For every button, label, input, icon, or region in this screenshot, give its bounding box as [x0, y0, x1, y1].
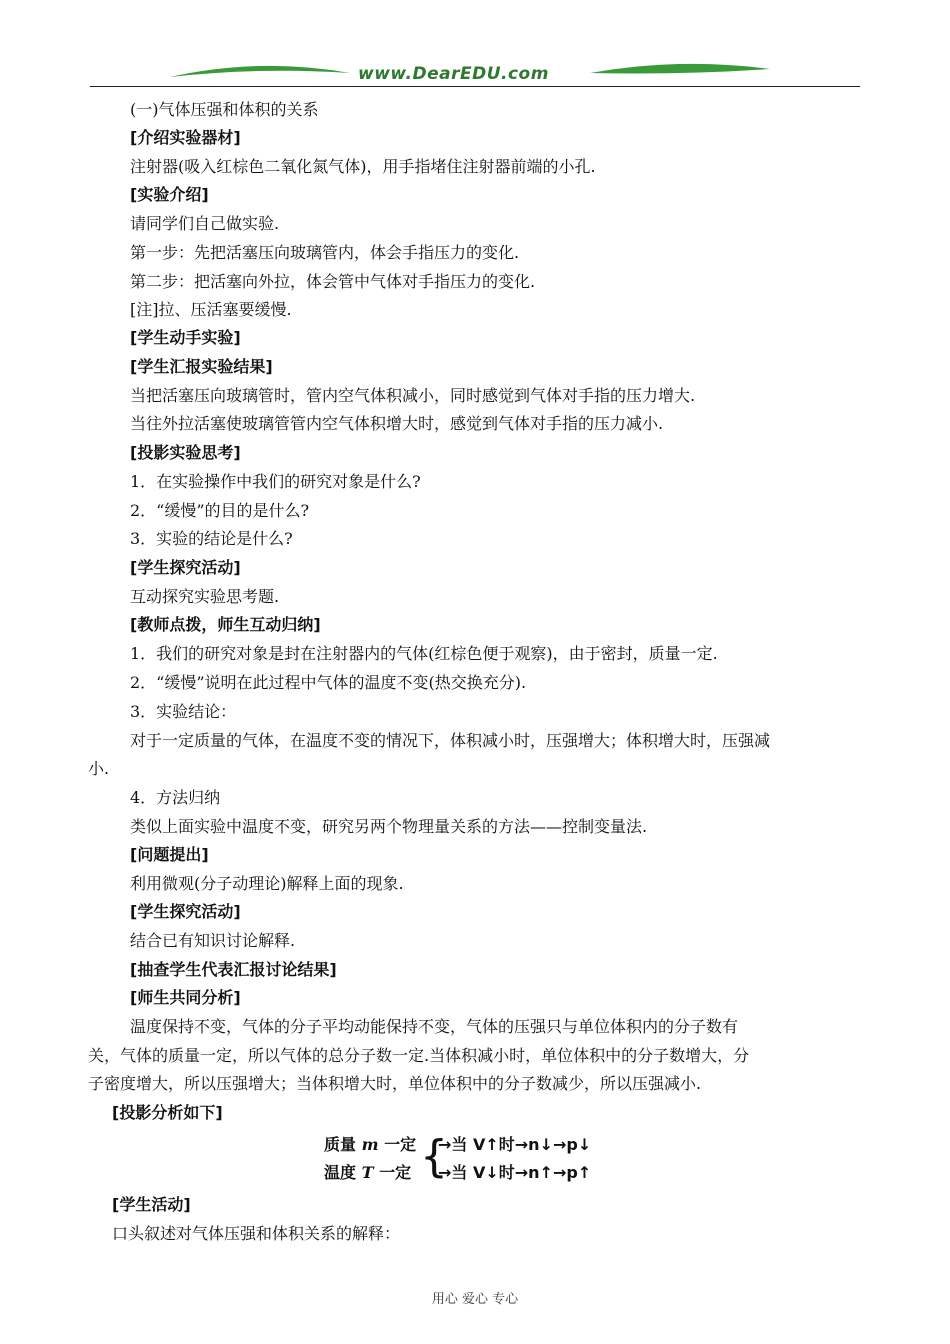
heading-report-results: [学生汇报实验结果] — [130, 357, 273, 376]
text-step-2: 第二步：把活塞向外拉，体会管中气体对手指压力的变化. — [130, 272, 536, 291]
analysis-line-3: 子密度增大，所以压强增大；当体积增大时，单位体积中的分子数减少，所以压强减小. — [88, 1074, 702, 1093]
answer-3: 3．实验结论： — [130, 702, 237, 721]
text-step-1: 第一步：先把活塞压向玻璃管内，体会手指压力的变化. — [130, 243, 520, 262]
text-intro: 请同学们自己做实验. — [130, 214, 280, 233]
analysis-diagram — [324, 1128, 644, 1188]
answer-2: 2．“缓慢”说明在此过程中气体的温度不变(热交换充分). — [130, 673, 527, 692]
conclusion-line-2: 小. — [88, 759, 110, 778]
site-logo: www.DearEDU.com — [358, 64, 549, 84]
diagram-branch-volume-up: →当 V↑时→n↓→p↓ — [438, 1135, 592, 1154]
question-1: 1．在实验操作中我们的研究对象是什么? — [130, 472, 421, 491]
brace-symbol: { — [420, 1131, 448, 1182]
left-swoosh-decoration — [170, 63, 350, 81]
answer-4: 4．方法归纳 — [130, 788, 221, 807]
heading-equipment: [介绍实验器材] — [130, 128, 241, 147]
heading-projection-thinking: [投影实验思考] — [130, 443, 241, 462]
page-footer: 用心 爱心 专心 — [431, 1292, 519, 1307]
text-oral-explanation: 口头叙述对气体压强和体积关系的解释： — [112, 1224, 401, 1243]
analysis-line-2: 关，气体的质量一定，所以气体的总分子数一定.当体积减小时，单位体积中的分子数增大，分 — [88, 1046, 750, 1065]
text-equipment: 注射器(吸入红棕色二氧化氮气体)，用手指堵住注射器前端的小孔. — [130, 157, 596, 176]
header-rule — [90, 86, 860, 87]
diagram-branch-volume-down: →当 V↓时→n↑→p↑ — [438, 1163, 592, 1182]
heading-student-inquiry: [学生探究活动] — [130, 558, 241, 577]
text-question: 利用微观(分子动理论)解释上面的现象. — [130, 874, 404, 893]
heading-student-activity: [学生活动] — [112, 1195, 191, 1214]
right-swoosh-decoration — [590, 63, 770, 81]
heading-joint-analysis: [师生共同分析] — [130, 988, 241, 1007]
diagram-row-mass: 质量 m 一定 — [324, 1135, 417, 1154]
question-2: 2．“缓慢”的目的是什么? — [130, 501, 310, 520]
answer-1: 1．我们的研究对象是封在注射器内的气体(红棕色便于观察)，由于密封，质量一定. — [130, 644, 718, 663]
heading-sample-report: [抽查学生代表汇报讨论结果] — [130, 960, 337, 979]
heading-question: [问题提出] — [130, 845, 209, 864]
heading-teacher-guide: [教师点拨，师生互动归纳] — [130, 615, 321, 634]
text-result-1: 当把活塞压向玻璃管时，管内空气体积减小，同时感觉到气体对手指的压力增大. — [130, 386, 696, 405]
page-header — [90, 60, 860, 90]
text-inquiry: 互动探究实验思考题. — [130, 587, 280, 606]
text-note: [注]拉、压活塞要缓慢. — [130, 300, 292, 319]
text-discussion: 结合已有知识讨论解释. — [130, 931, 296, 950]
analysis-line-1: 温度保持不变，气体的分子平均动能保持不变，气体的压强只与单位体积内的分子数有 — [130, 1017, 739, 1036]
section-title: (一)气体压强和体积的关系 — [130, 100, 319, 119]
question-3: 3．实验的结论是什么? — [130, 529, 293, 548]
diagram-row-temperature: 温度 T 一定 — [324, 1163, 412, 1182]
conclusion-line-1: 对于一定质量的气体，在温度不变的情况下，体积减小时，压强增大；体积增大时，压强减 — [130, 731, 771, 750]
text-method: 类似上面实验中温度不变，研究另两个物理量关系的方法——控制变量法. — [130, 817, 648, 836]
heading-intro: [实验介绍] — [130, 185, 209, 204]
heading-student-experiment: [学生动手实验] — [130, 328, 241, 347]
heading-projection-analysis: [投影分析如下] — [112, 1103, 223, 1122]
text-result-2: 当往外拉活塞使玻璃管管内空气体积增大时，感觉到气体对手指的压力减小. — [130, 414, 664, 433]
heading-student-inquiry-2: [学生探究活动] — [130, 902, 241, 921]
